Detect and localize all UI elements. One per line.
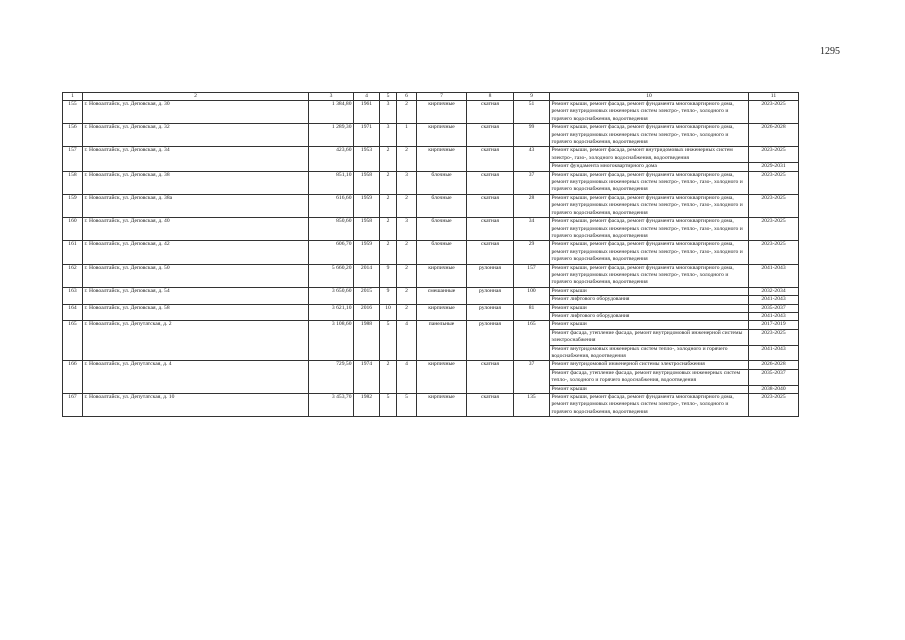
- row-number: 164: [63, 304, 83, 321]
- col-header: 6: [397, 93, 417, 101]
- address-cell: г. Новоалтайск, ул. Депутатская, д. 2: [83, 321, 309, 361]
- work-type-cell: Ремонт крыши, ремонт фасада, ремонт фундамента многоквартирного дома, ремонт внутридомовых инженерных систем электро-, тепло-, газо-, холодного и горячего водоснабжения, водоотведения: [550, 171, 749, 194]
- row-number: 157: [63, 147, 83, 171]
- roof-type-cell: рулонная: [467, 264, 514, 287]
- year-cell: 1958: [354, 171, 380, 194]
- repair-period-cell: 2035-2037: [749, 304, 799, 312]
- address-cell: г. Новоалтайск, ул. Деповская, д. 42: [83, 241, 309, 264]
- table-row: [63, 304, 799, 312]
- col-header: 1: [63, 93, 83, 101]
- row-number: 166: [63, 361, 83, 394]
- table-row: [63, 264, 799, 287]
- floors-cell: 9: [380, 287, 397, 304]
- work-type-cell: Ремонт крыши: [550, 321, 749, 329]
- col-header: 10: [550, 93, 749, 101]
- roof-type-cell: скатная: [467, 171, 514, 194]
- area-cell: 1 289,30: [309, 124, 354, 147]
- floors-cell: 3: [380, 124, 397, 147]
- column-number-row: [63, 93, 799, 101]
- repair-period-cell: 2041-2043: [749, 296, 799, 304]
- work-type-cell: Ремонт лифтового оборудования: [550, 296, 749, 304]
- area-cell: 3 453,70: [309, 394, 354, 417]
- year-cell: 1958: [354, 218, 380, 241]
- area-cell: 3 650,60: [309, 287, 354, 304]
- address-cell: г. Новоалтайск, ул. Деповская, д. 50: [83, 264, 309, 287]
- table-row: [63, 218, 799, 241]
- work-type-cell: Ремонт крыши, ремонт фасада, ремонт фундамента многоквартирного дома, ремонт внутридомовых инженерных систем электро-, тепло-, холодного и горячего водоснабжения, водоотведения: [550, 264, 749, 287]
- table-row: [63, 287, 799, 295]
- entrances-cell: 2: [397, 194, 417, 217]
- repair-period-cell: 2023-2025: [749, 218, 799, 241]
- entrances-cell: 4: [397, 321, 417, 361]
- page-number: 1295: [820, 46, 840, 57]
- work-type-cell: Ремонт фасада, утепление фасада, ремонт внутридомовых инженерных систем тепло-, холодного и горячего водоснабжения, водоотведения: [550, 369, 749, 385]
- work-type-cell: Ремонт лифтового оборудования: [550, 312, 749, 320]
- wear-cell: 165: [514, 321, 550, 361]
- repair-period-cell: 2023-2025: [749, 194, 799, 217]
- area-cell: 606,70: [309, 241, 354, 264]
- row-number: 167: [63, 394, 83, 417]
- floors-cell: 5: [380, 321, 397, 361]
- col-header: 5: [380, 93, 397, 101]
- address-cell: г. Новоалтайск, ул. Деповская, д. 34: [83, 147, 309, 171]
- work-type-cell: Ремонт внутридомовой инженерной системы электроснабжения: [550, 361, 749, 369]
- area-cell: 423,60: [309, 147, 354, 171]
- repair-period-cell: 2026-2028: [749, 361, 799, 369]
- wear-cell: 43: [514, 147, 550, 171]
- wear-cell: 157: [514, 264, 550, 287]
- work-type-cell: Ремонт крыши: [550, 385, 749, 393]
- entrances-cell: 5: [397, 394, 417, 417]
- work-type-cell: Ремонт крыши, ремонт фасада, ремонт фундамента многоквартирного дома, ремонт внутридомовых инженерных систем электро-, тепло-, газо-, холодного и горячего водоснабжения, водоотведения: [550, 241, 749, 264]
- table-row: [63, 124, 799, 147]
- floors-cell: 10: [380, 304, 397, 321]
- row-number: 160: [63, 218, 83, 241]
- capital-repair-table: [62, 92, 799, 417]
- table-row: [63, 321, 799, 329]
- col-header: 7: [417, 93, 467, 101]
- wear-cell: 28: [514, 194, 550, 217]
- floors-cell: 9: [380, 264, 397, 287]
- year-cell: 1971: [354, 124, 380, 147]
- walls-material-cell: панельные: [417, 321, 467, 361]
- work-type-cell: Ремонт фундамента многоквартирного дома: [550, 163, 749, 171]
- entrances-cell: 2: [397, 287, 417, 304]
- entrances-cell: 2: [397, 304, 417, 321]
- floors-cell: 2: [380, 218, 397, 241]
- walls-material-cell: блочные: [417, 171, 467, 194]
- address-cell: г. Новоалтайск, ул. Деповская, д. 38: [83, 171, 309, 194]
- row-number: 156: [63, 124, 83, 147]
- wear-cell: 37: [514, 361, 550, 394]
- area-cell: 1 384,80: [309, 101, 354, 124]
- address-cell: г. Новоалтайск, ул. Деповская, д. 54: [83, 287, 309, 304]
- roof-type-cell: рулонная: [467, 321, 514, 361]
- table-row: [63, 241, 799, 264]
- year-cell: 1953: [354, 147, 380, 171]
- repair-period-cell: 2026-2028: [749, 124, 799, 147]
- walls-material-cell: кирпичные: [417, 124, 467, 147]
- area-cell: 3 108,60: [309, 321, 354, 361]
- floors-cell: 5: [380, 394, 397, 417]
- area-cell: 729,50: [309, 361, 354, 394]
- row-number: 163: [63, 287, 83, 304]
- roof-type-cell: рулонная: [467, 304, 514, 321]
- floors-cell: 2: [380, 241, 397, 264]
- entrances-cell: 2: [397, 241, 417, 264]
- wear-cell: 81: [514, 304, 550, 321]
- walls-material-cell: кирпичные: [417, 147, 467, 171]
- repair-period-cell: 2023-2025: [749, 329, 799, 345]
- entrances-cell: 2: [397, 264, 417, 287]
- row-number: 161: [63, 241, 83, 264]
- address-cell: г. Новоалтайск, ул. Деповская, д. 38а: [83, 194, 309, 217]
- repair-period-cell: 2041-2043: [749, 264, 799, 287]
- entrances-cell: 4: [397, 361, 417, 394]
- year-cell: 1982: [354, 394, 380, 417]
- col-header: 4: [354, 93, 380, 101]
- wear-cell: 135: [514, 394, 550, 417]
- walls-material-cell: смешанные: [417, 287, 467, 304]
- year-cell: 2014: [354, 264, 380, 287]
- work-type-cell: Ремонт крыши, ремонт фасада, ремонт фундамента многоквартирного дома, ремонт внутридомовых инженерных систем электро-, тепло-, холодного и горячего водоснабжения, водоотведения: [550, 124, 749, 147]
- roof-type-cell: скатная: [467, 147, 514, 171]
- year-cell: 1959: [354, 241, 380, 264]
- row-number: 162: [63, 264, 83, 287]
- wear-cell: 37: [514, 171, 550, 194]
- col-header: 9: [514, 93, 550, 101]
- area-cell: 850,60: [309, 218, 354, 241]
- repair-period-cell: 2023-2025: [749, 101, 799, 124]
- col-header: 2: [83, 93, 309, 101]
- year-cell: 2015: [354, 287, 380, 304]
- floors-cell: 2: [380, 194, 397, 217]
- wear-cell: 99: [514, 124, 550, 147]
- wear-cell: 100: [514, 287, 550, 304]
- roof-type-cell: скатная: [467, 124, 514, 147]
- repair-period-cell: 2029-2031: [749, 163, 799, 171]
- entrances-cell: 1: [397, 124, 417, 147]
- roof-type-cell: рулонная: [467, 287, 514, 304]
- wear-cell: 29: [514, 241, 550, 264]
- walls-material-cell: кирпичные: [417, 264, 467, 287]
- address-cell: г. Новоалтайск, ул. Деповская, д. 32: [83, 124, 309, 147]
- col-header: 8: [467, 93, 514, 101]
- entrances-cell: 3: [397, 218, 417, 241]
- walls-material-cell: блочные: [417, 241, 467, 264]
- work-type-cell: Ремонт крыши, ремонт фасада, ремонт фундамента многоквартирного дома, ремонт внутридомовых инженерных систем электро-, тепло-, холодного и горячего водоснабжения, водоотведения: [550, 101, 749, 124]
- repair-period-cell: 2035-2037: [749, 369, 799, 385]
- repair-period-cell: 2038-2040: [749, 385, 799, 393]
- floors-cell: 2: [380, 171, 397, 194]
- work-type-cell: Ремонт крыши: [550, 287, 749, 295]
- roof-type-cell: скатная: [467, 218, 514, 241]
- repair-period-cell: 2023-2025: [749, 171, 799, 194]
- entrances-cell: 3: [397, 171, 417, 194]
- row-number: 155: [63, 101, 83, 124]
- work-type-cell: Ремонт крыши, ремонт фасада, ремонт фундамента многоквартирного дома, ремонт внутридомовых инженерных систем электро-, тепло-, газо-, холодного и горячего водоснабжения, водоотведения: [550, 194, 749, 217]
- col-header: 3: [309, 93, 354, 101]
- area-cell: 851,10: [309, 171, 354, 194]
- year-cell: 1959: [354, 194, 380, 217]
- walls-material-cell: блочные: [417, 194, 467, 217]
- walls-material-cell: кирпичные: [417, 304, 467, 321]
- roof-type-cell: скатная: [467, 241, 514, 264]
- walls-material-cell: блочные: [417, 218, 467, 241]
- table-body: [63, 101, 799, 417]
- repair-period-cell: 2023-2025: [749, 147, 799, 163]
- roof-type-cell: скатная: [467, 101, 514, 124]
- year-cell: 1988: [354, 321, 380, 361]
- work-type-cell: Ремонт крыши, ремонт фасада, ремонт внутридомовых инженерных систем электро-, газо-, холодного водоснабжения, водоотведения: [550, 147, 749, 163]
- work-type-cell: Ремонт фасада, утепление фасада, ремонт внутридомовой инженерной системы электроснабжения: [550, 329, 749, 345]
- roof-type-cell: скатная: [467, 194, 514, 217]
- work-type-cell: Ремонт крыши: [550, 304, 749, 312]
- year-cell: 2016: [354, 304, 380, 321]
- row-number: 158: [63, 171, 83, 194]
- entrances-cell: 2: [397, 101, 417, 124]
- area-cell: 616,60: [309, 194, 354, 217]
- roof-type-cell: скатная: [467, 361, 514, 394]
- address-cell: г. Новоалтайск, ул. Деповская, д. 58: [83, 304, 309, 321]
- repair-period-cell: 2017-2019: [749, 321, 799, 329]
- repair-period-cell: 2023-2025: [749, 394, 799, 417]
- address-cell: г. Новоалтайск, ул. Депутатская, д. 10: [83, 394, 309, 417]
- row-number: 159: [63, 194, 83, 217]
- work-type-cell: Ремонт внутридомовых инженерных систем тепло-, холодного и горячего водоснабжения, водоотведения: [550, 345, 749, 361]
- address-cell: г. Новоалтайск, ул. Деповская, д. 30: [83, 101, 309, 124]
- walls-material-cell: кирпичные: [417, 361, 467, 394]
- table-row: [63, 147, 799, 163]
- table-row: [63, 194, 799, 217]
- year-cell: 1961: [354, 101, 380, 124]
- repair-period-cell: 2023-2025: [749, 241, 799, 264]
- col-header: 11: [749, 93, 799, 101]
- wear-cell: 51: [514, 101, 550, 124]
- row-number: 165: [63, 321, 83, 361]
- walls-material-cell: кирпичные: [417, 101, 467, 124]
- address-cell: г. Новоалтайск, ул. Депутатская, д. 4: [83, 361, 309, 394]
- work-type-cell: Ремонт крыши, ремонт фасада, ремонт фундамента многоквартирного дома, ремонт внутридомовых инженерных систем электро-, тепло-, холодного и горячего водоснабжения, водоотведения: [550, 394, 749, 417]
- table-row: [63, 171, 799, 194]
- year-cell: 1974: [354, 361, 380, 394]
- area-cell: 3 621,10: [309, 304, 354, 321]
- address-cell: г. Новоалтайск, ул. Деповская, д. 40: [83, 218, 309, 241]
- table-row: [63, 361, 799, 369]
- wear-cell: 34: [514, 218, 550, 241]
- floors-cell: 2: [380, 361, 397, 394]
- table-row: [63, 101, 799, 124]
- walls-material-cell: кирпичные: [417, 394, 467, 417]
- area-cell: 5 660,20: [309, 264, 354, 287]
- floors-cell: 2: [380, 147, 397, 171]
- repair-period-cell: 2041-2043: [749, 345, 799, 361]
- entrances-cell: 2: [397, 147, 417, 171]
- roof-type-cell: скатная: [467, 394, 514, 417]
- table-row: [63, 394, 799, 417]
- floors-cell: 3: [380, 101, 397, 124]
- work-type-cell: Ремонт крыши, ремонт фасада, ремонт фундамента многоквартирного дома, ремонт внутридомовых инженерных систем электро-, тепло-, газо-, холодного и горячего водоснабжения, водоотведения: [550, 218, 749, 241]
- repair-period-cell: 2032-2034: [749, 287, 799, 295]
- repair-period-cell: 2041-2043: [749, 312, 799, 320]
